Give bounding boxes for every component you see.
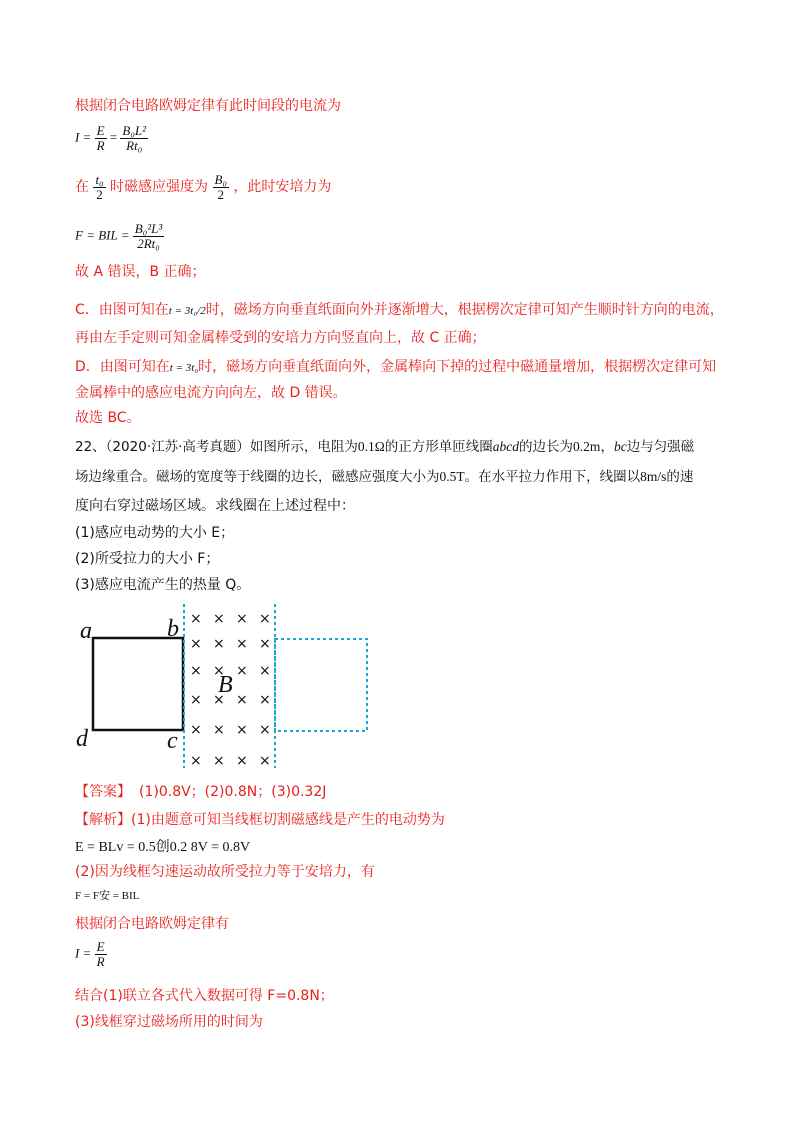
analysis-eq-emf: E = BLv = 0.5创0.2 8V = 0.8V [75,840,251,855]
field-cross: × [190,611,202,627]
text-seg: 的正方形单匝线圈 [384,439,493,455]
label-field-b: B [218,672,233,698]
label-abcd: abcd [492,439,520,454]
question-22-line2 [75,467,693,487]
text-a-wrong-b-right: 故 A 错误，B 正确； [75,264,206,280]
text-post: 时，磁场方向垂直纸面向外并逐渐增大，根据楞次定律可知产生顺时针方向的电流， [205,302,724,318]
field-cross: × [213,692,225,708]
analysis-text: (1)由题意可知当线框切割磁感线是产生的电动势为 [131,812,445,828]
eq-lhs: I = [75,945,92,961]
analysis-eq-current [75,940,107,969]
frac-den: R [96,954,105,969]
field-cross: × [259,663,271,679]
answer-line [75,782,326,802]
label-b: b [167,616,179,642]
equation-ampere-force [75,222,164,251]
field-cross: × [236,663,248,679]
fraction-b0-over-2 [213,173,229,202]
field-cross: × [213,722,225,738]
frac-num: t₀ [95,171,104,187]
text-half-time [75,170,331,204]
analysis-line3: 根据闭合电路欧姆定律有 [75,916,229,932]
label-a: a [80,618,92,644]
analysis-line2: (2)因为线框匀速运动故所受拉力等于安培力，有 [75,864,375,880]
label-bc: bc [613,439,627,454]
frac-den: Rt₀ [126,138,143,153]
text-seg: 场边缘重合。磁场的宽度等于线圈的边长，磁感应强度大小为 [75,469,440,485]
question-22-sub2: (2)所受拉力的大小 F； [75,551,220,567]
fraction-t0-over-2 [93,173,105,202]
frac-num: E [96,123,105,138]
analysis-label: 【解析】 [75,812,131,828]
frac-num: E [96,939,105,954]
question-22-sub3: (3)感应电流产生的热量 Q。 [75,577,251,593]
value-length: 0.2m [573,439,601,454]
value-field: 0.5T [439,469,465,484]
field-cross: × [190,636,202,652]
text-seg: 。在水平拉力作用下，线圈以 [464,469,641,485]
field-cross: × [190,753,202,769]
text-pre: C．由图可知在 [75,302,169,318]
question-22-line3: 度向右穿过磁场区域。求线圈在上述过程中： [75,498,355,514]
text-select-bc: 故选 BC。 [75,410,141,426]
eq-lhs: F = BIL = [75,227,130,243]
frac-den: R [96,138,105,153]
text-option-d-line1 [75,357,716,378]
fraction-b0l2-over-rt0 [120,124,148,153]
text-option-c-line2: 再由左手定则可知金属棒受到的安培力方向竖直向上，故 C 正确； [75,330,486,346]
field-cross: × [259,692,271,708]
text-pre: D．由图可知在 [75,359,170,375]
field-cross: × [190,663,202,679]
field-cross: × [236,753,248,769]
figure-coil-in-field [74,598,384,773]
text-option-c-line1 [75,300,724,321]
math-time: t = 3t₀ [169,362,199,374]
eq-lhs: I = [75,129,92,145]
text-seg: ， [600,439,614,455]
field-cross: × [213,636,225,652]
label-d: d [76,726,88,752]
label-c: c [167,728,178,754]
analysis-line5: (3)线框穿过磁场所用的时间为 [75,1014,263,1030]
text-seg: 的速 [666,469,694,485]
question-22-line1 [75,437,694,457]
frac-den: 2Rt₀ [137,236,160,251]
field-cross: × [259,753,271,769]
field-cross: × [259,722,271,738]
field-cross: × [259,611,271,627]
analysis-line1 [75,810,445,830]
field-cross: × [236,692,248,708]
frac-num: B₀ [214,171,227,187]
fraction-e-over-r [95,124,107,153]
field-cross: × [213,663,225,679]
question-22-sub1: (1)感应电动势的大小 E； [75,525,235,541]
field-cross: × [213,753,225,769]
equation-current [75,124,148,153]
text-pre: 在 [75,179,89,195]
frac-den: 2 [217,186,224,202]
eq-sign: = [109,129,118,145]
analysis-line4: 结合(1)联立各式代入数据可得 F=0.8N； [75,988,334,1004]
analysis-eq-force: F = F安 = BIL [75,890,140,902]
field-cross: × [190,722,202,738]
fraction-force [133,222,165,251]
field-cross: × [213,611,225,627]
coil-square [93,638,183,730]
field-cross: × [236,611,248,627]
text-post: ，此时安培力为 [233,179,332,195]
frac-num: B₀²L³ [134,221,163,236]
frac-den: 2 [96,186,103,202]
field-cross: × [236,722,248,738]
text-seg: 22、（2020·江苏·高考真题）如图所示，电阻为 [75,439,358,455]
answer-label: 【答案】 [75,784,131,800]
value-speed: 8m/s [640,469,667,484]
coil-final-position [275,639,367,731]
text-post: 时，磁场方向垂直纸面向外，金属棒向下掉的过程中磁通量增加，根据楞次定律可知 [198,359,717,375]
text-seg: 的边长为 [519,439,574,455]
answer-text: (1)0.8V；(2)0.8N；(3)0.32J [139,784,327,800]
value-resistance: 0.1Ω [357,439,385,454]
field-cross: × [259,636,271,652]
math-time: t = 3t₀/2 [168,305,206,317]
field-cross: × [190,692,202,708]
text-option-d-line2: 金属棒中的感应电流方向向左，故 D 错误。 [75,385,347,401]
frac-num: B₀L² [122,123,146,138]
field-cross: × [236,636,248,652]
text-mid: 时磁感应强度为 [110,179,209,195]
text-ohm-law: 根据闭合电路欧姆定律有此时间段的电流为 [75,98,341,114]
fraction-e-over-r [95,940,107,969]
text-seg: 边与匀强磁 [626,439,695,455]
